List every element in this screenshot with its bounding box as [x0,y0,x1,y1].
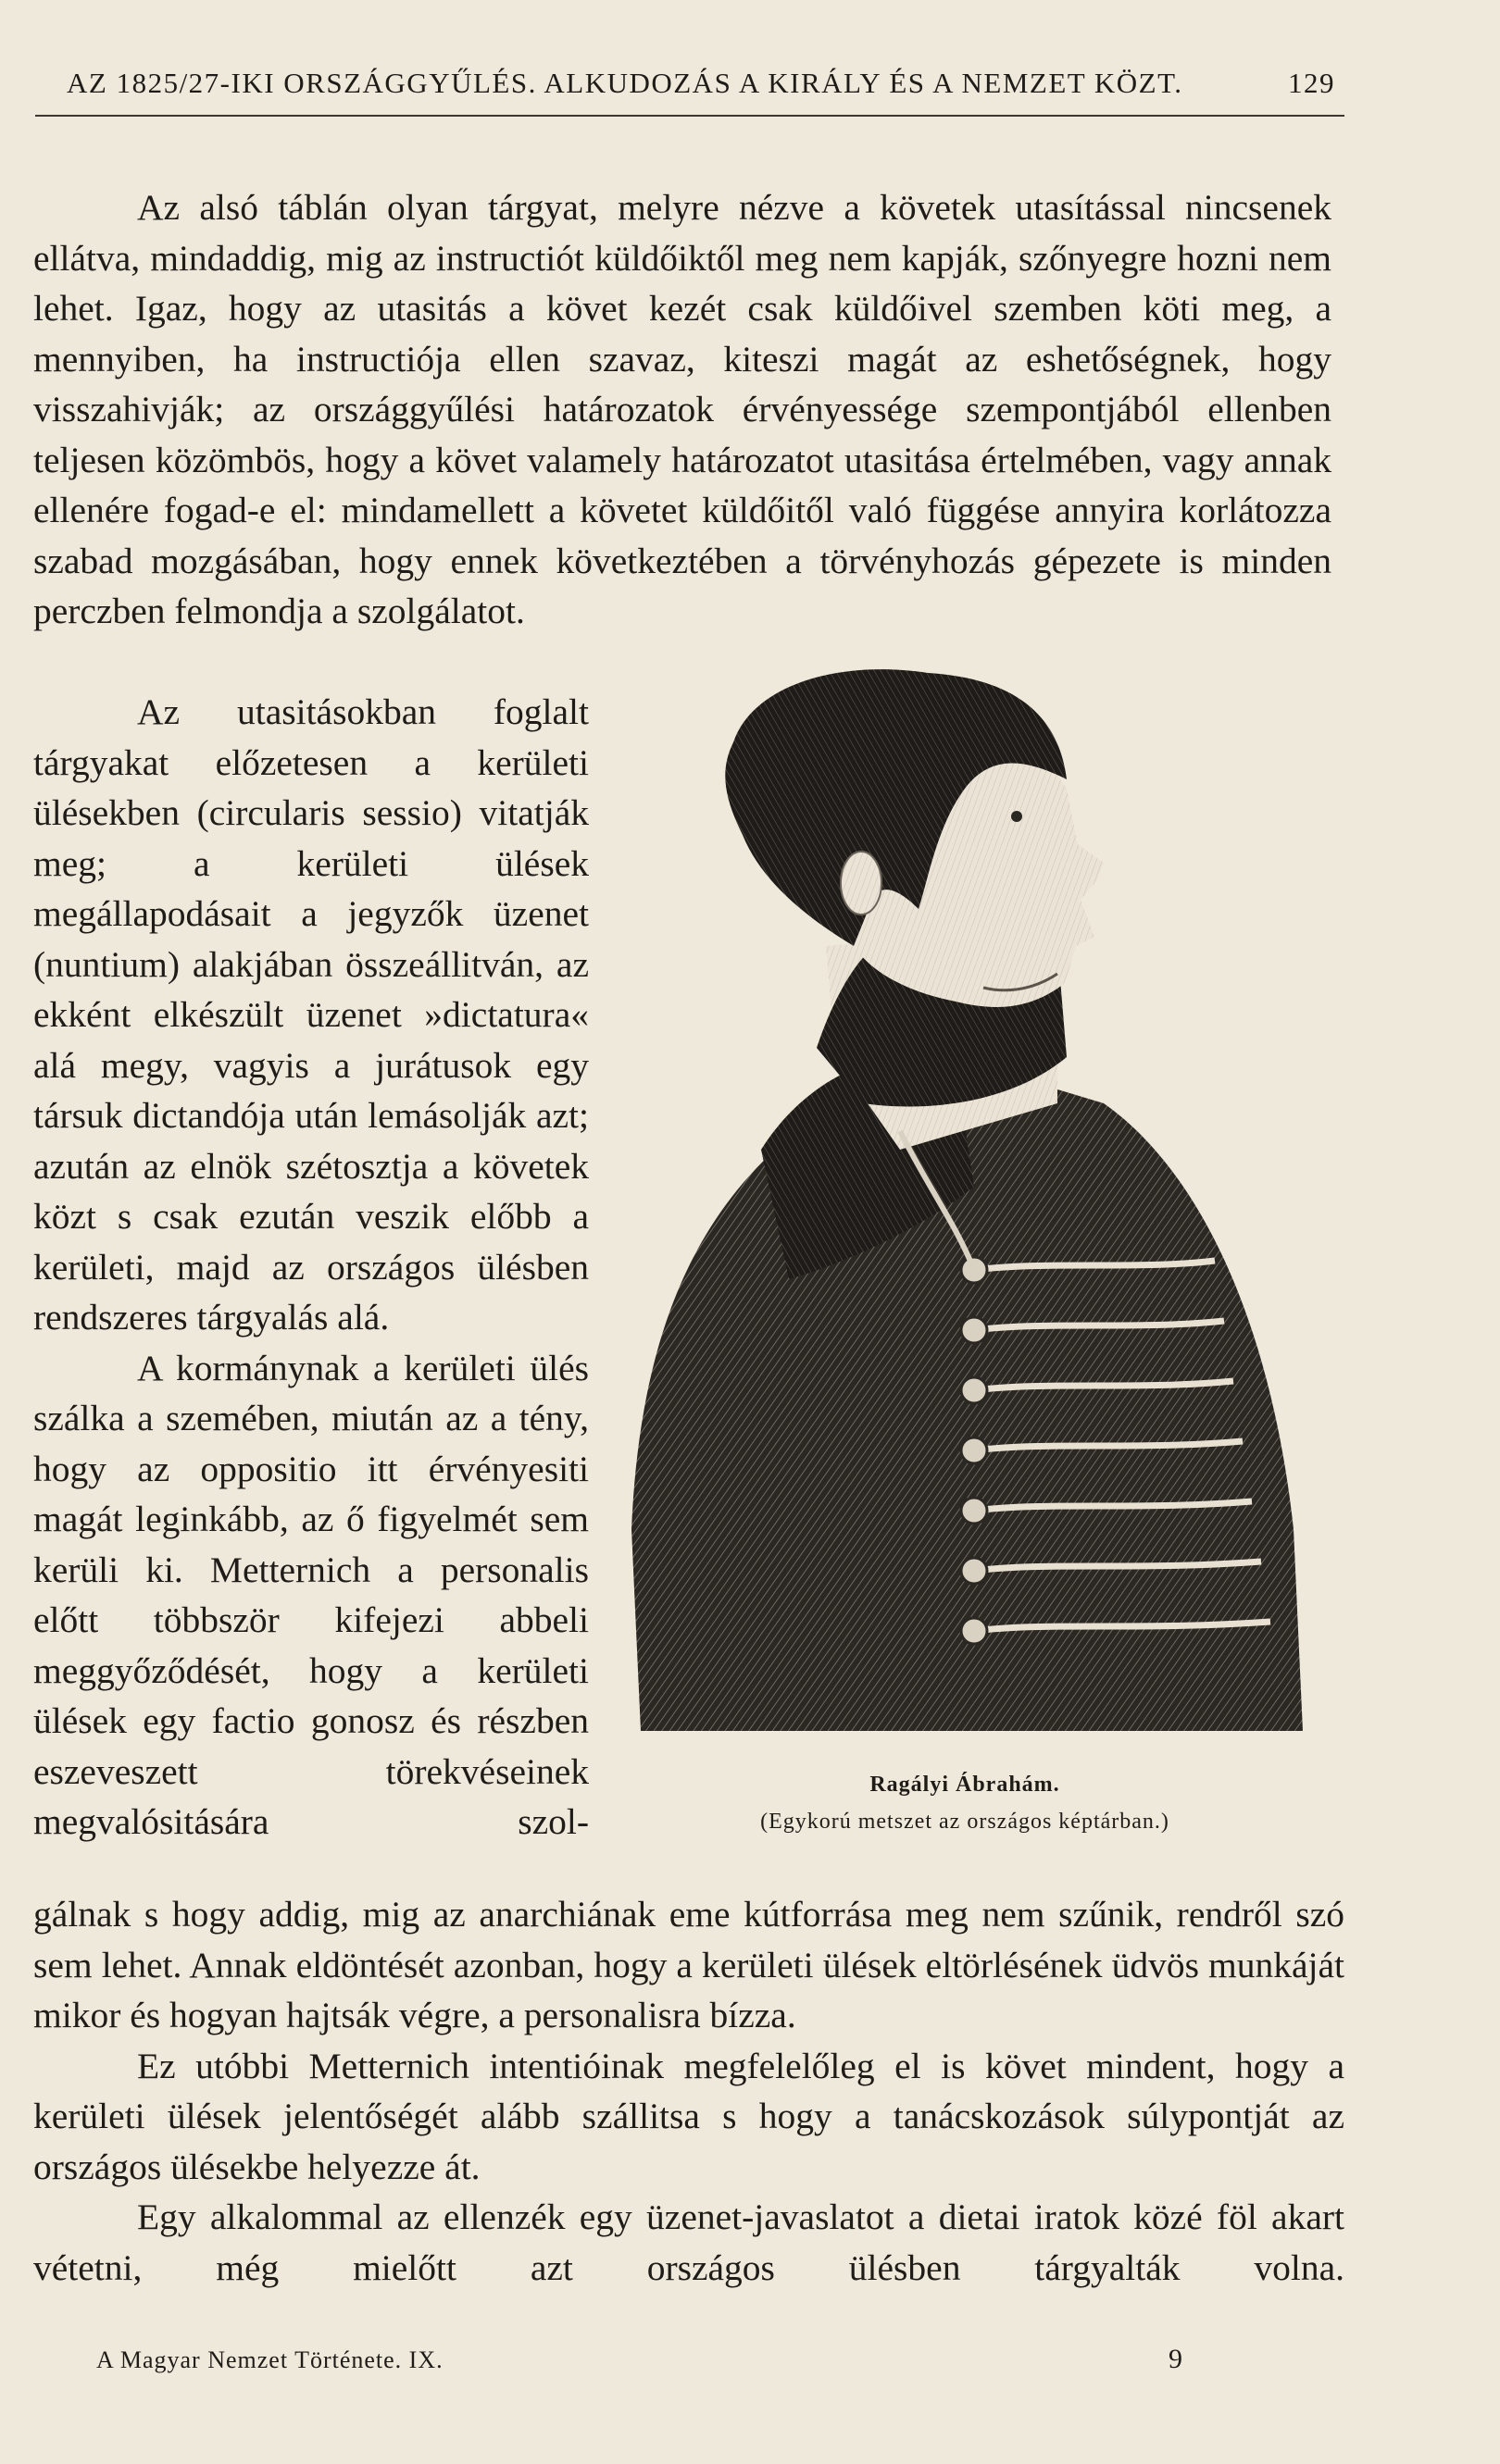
footer-signature: 9 [1169,2344,1182,2374]
paragraph-government: A kormánynak a kerületi ülés szálka a szemében, miután az a tény, hogy az oppositio itt érvényesiti magát leginkább, az ő figyelmét sem kerüli ki. Metternich a personalis előtt többször kifejezi abbeli meggyőződését, hogy a kerületi ülések egy factio gonosz és részben eszeveszett törekvéseinek megvalósitására szol- [33,1347,589,1842]
caption-source: (Egykorú metszet az országos képtárban.) [760,1810,1169,1834]
paragraph-opposition: Egy alkalommal az ellenzék egy üzenet-javaslatot a dietai iratok közé föl akart vétetni, még mielőtt azt országos ülésben tárgyalták volna. [33,2196,1344,2288]
page-number: 129 [1288,67,1335,99]
portrait-engraving [622,668,1307,1731]
caption-name: Ragályi Ábrahám. [869,1773,1060,1797]
paragraph-circular-session: Az utasitásokban foglalt tárgyakat előzetesen a kerületi ülésekben (circularis sessio) vitatják meg; a kerületi ülések megállapodásait a jegyzők üzenet (nuntium) alakjában összeállitván, az ekként elkészült üzenet »dictatura« alá megy, vagyis a jurátusok egy társuk dictandója után lemásolják azt; azután az elnök szétosztja a követek közt s csak ezután veszik előbb a kerületi, majd az országos ülésben rendszeres tárgyalás alá. [33,691,589,1338]
paragraph-metternich: Ez utóbbi Metternich intentióinak megfelelőleg el is követ mindent, hogy a kerületi ülések jelentőségét alább szállitsa s hogy a tanácskozások súlypontját az országos ülésekbe helyezze át. [33,2045,1344,2187]
footer-book-title: A Magyar Nemzet Története. IX. [96,2346,444,2373]
running-title: AZ 1825/27-IKI ORSZÁGGYŰLÉS. ALKUDOZÁS A KIRÁLY ÉS A NEMZET KÖZT. [67,67,1183,99]
running-header [67,67,1335,100]
header-rule [35,115,1344,117]
figure-caption [641,1766,1289,1840]
ear-shape [841,852,881,915]
paragraph-top [33,182,1331,637]
paragraph-instructions: Az alsó táblán olyan tárgyat, melyre nézve a követek utasítással nincsenek ellátva, mindaddig, mig az instructiót küldőiktől meg nem kapják, szőnyegre hozni nem lehet. Igaz, hogy az utasitás a követ kezét csak küldőivel szemben köti meg, a mennyiben, ha instructiója ellen szavaz, kiteszi magát az eshetőségnek, hogy visszahivják; az országgyűlési határozatok érvényessége szempontjából ellenben teljesen közömbös, hogy a követ valamely határozatot utasitása értelmében, vagy annak ellenére fogad-e el: mindamellett a követet küldőitől való függése annyira korlátozza szabad mozgásában, hogy ennek következtében a törvényhozás gépezete is minden perczben felmondja a szolgálatot. [33,187,1331,631]
text-column-left [33,687,589,1848]
paragraph-continuation: gálnak s hogy addig, mig az anarchiának eme kútforrása meg nem szűnik, rendről szó sem lehet. Annak eldöntését azonban, hogy a kerületi ülések eltörlésének üdvös munkáját mikor és hogyan hajtsák végre, a personalisra bízza. [33,1894,1344,2035]
text-bottom [33,1889,1344,2293]
eye-shape [1011,811,1022,822]
